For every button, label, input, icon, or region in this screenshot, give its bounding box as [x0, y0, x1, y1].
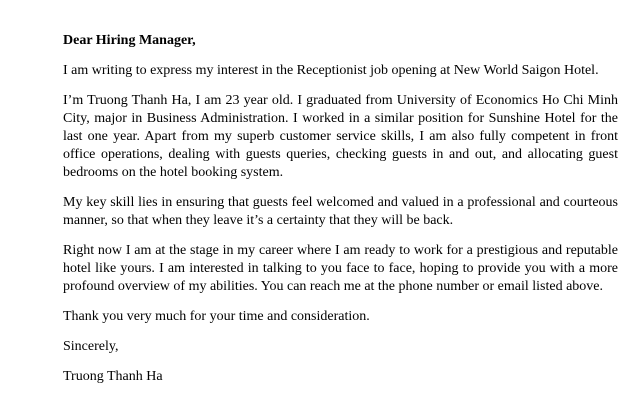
cover-letter [63, 32, 618, 386]
salutation: Dear Hiring Manager, [63, 33, 196, 48]
background-paragraph: I’m Truong Thanh Ha, I am 23 year old. I graduated from University of Economics Ho Chi Minh City, major in Business Administration. I worked in a similar position for Sunshine Hotel for the last one year. Apart from my superb customer service skills, I am also fully competent in front office operations, dealing with guests queries, checking guests in and out, and allocating guest bedrooms on the hotel booking system. [63, 93, 618, 180]
motivation-paragraph: Right now I am at the stage in my career where I am ready to work for a prestigious and reputable hotel like yours. I am interested in talking to you face to face, hoping to provide you with a more profound overview of my abilities. You can reach me at the phone number or email listed above. [63, 243, 618, 294]
key-skill-paragraph: My key skill lies in ensuring that guests feel welcomed and valued in a professional and courteous manner, so that when they leave it’s a certainty that they will be back. [63, 195, 618, 228]
signature-name: Truong Thanh Ha [63, 369, 163, 384]
intro-paragraph: I am writing to express my interest in the Receptionist job opening at New World Saigon Hotel. [63, 63, 599, 78]
closing: Sincerely, [63, 339, 119, 354]
thanks-paragraph: Thank you very much for your time and consideration. [63, 309, 370, 324]
